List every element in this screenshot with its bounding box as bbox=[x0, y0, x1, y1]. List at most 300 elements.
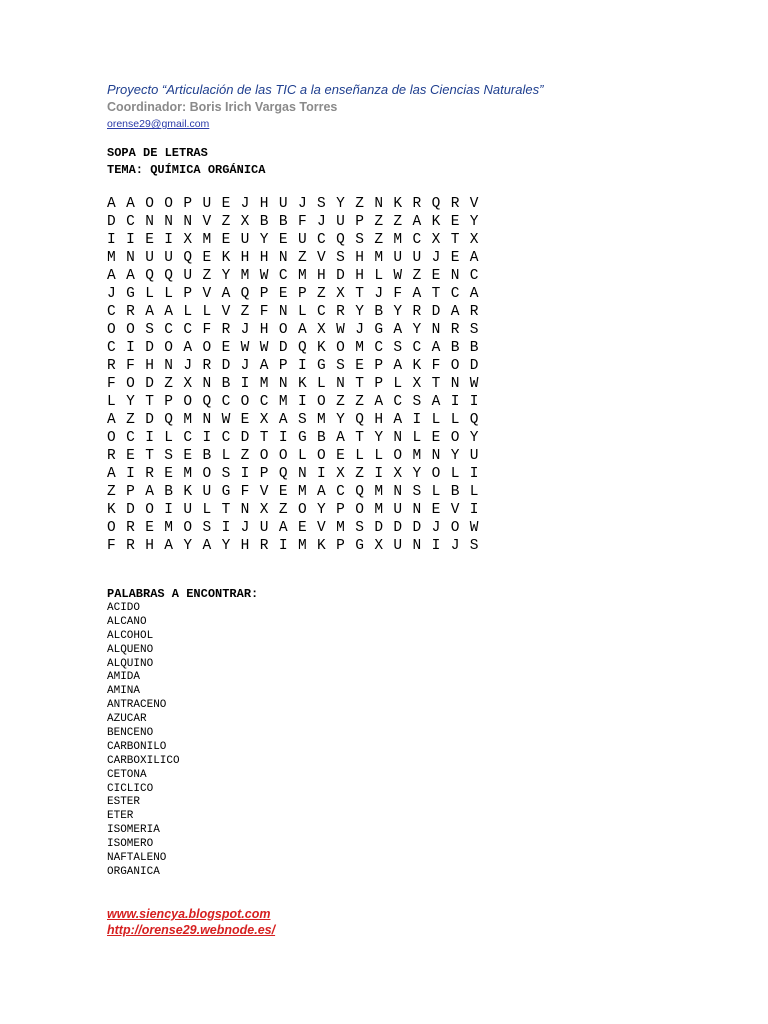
grid-cell: T bbox=[431, 376, 441, 392]
grid-cell: M bbox=[297, 484, 307, 500]
grid-row bbox=[107, 536, 489, 554]
grid-cell: U bbox=[145, 250, 154, 266]
grid-cell: F bbox=[107, 376, 116, 392]
grid-cell: U bbox=[469, 448, 479, 464]
email-link[interactable]: orense29@gmail.com bbox=[107, 118, 210, 130]
grid-cell: K bbox=[317, 538, 326, 554]
grid-cell: N bbox=[336, 376, 345, 392]
grid-cell: T bbox=[355, 376, 364, 392]
grid-cell: C bbox=[412, 232, 422, 248]
list-item: AZUCAR bbox=[107, 713, 147, 726]
grid-row bbox=[107, 338, 489, 356]
grid-cell: N bbox=[164, 358, 173, 374]
grid-cell: A bbox=[107, 268, 116, 284]
grid-cell: R bbox=[450, 322, 460, 338]
grid-cell: E bbox=[336, 448, 345, 464]
grid-cell: Y bbox=[183, 538, 193, 554]
grid-cell: Q bbox=[431, 196, 441, 212]
grid-row bbox=[107, 356, 489, 374]
grid-cell: U bbox=[297, 232, 307, 248]
grid-cell: X bbox=[183, 376, 193, 392]
grid-cell: W bbox=[393, 268, 403, 284]
grid-cell: E bbox=[278, 232, 288, 248]
grid-row bbox=[107, 320, 489, 338]
grid-cell: I bbox=[297, 394, 307, 410]
grid-cell: U bbox=[183, 502, 193, 518]
grid-cell: E bbox=[145, 520, 154, 536]
grid-cell: W bbox=[469, 520, 479, 536]
grid-cell: U bbox=[183, 268, 193, 284]
grid-cell: M bbox=[202, 232, 212, 248]
grid-cell: J bbox=[450, 538, 460, 554]
grid-cell: C bbox=[278, 268, 288, 284]
grid-cell: O bbox=[183, 520, 193, 536]
grid-cell: V bbox=[259, 484, 269, 500]
list-item: ETER bbox=[107, 810, 134, 823]
grid-cell: A bbox=[469, 286, 479, 302]
grid-cell: X bbox=[336, 466, 345, 482]
grid-cell: N bbox=[278, 376, 288, 392]
grid-cell: I bbox=[374, 466, 384, 482]
grid-cell: A bbox=[431, 394, 441, 410]
grid-cell: H bbox=[240, 538, 250, 554]
grid-cell: E bbox=[355, 358, 364, 374]
grid-cell: O bbox=[393, 448, 403, 464]
grid-cell: S bbox=[297, 412, 307, 428]
grid-cell: Q bbox=[164, 268, 173, 284]
grid-cell: L bbox=[164, 286, 173, 302]
grid-cell: U bbox=[393, 502, 403, 518]
grid-cell: I bbox=[297, 358, 307, 374]
grid-cell: E bbox=[240, 412, 250, 428]
grid-cell: O bbox=[240, 394, 250, 410]
grid-cell: Y bbox=[469, 214, 479, 230]
grid-cell: X bbox=[259, 412, 269, 428]
grid-cell: E bbox=[164, 466, 173, 482]
grid-cell: R bbox=[107, 358, 116, 374]
grid-cell: H bbox=[355, 250, 364, 266]
grid-cell: X bbox=[336, 286, 345, 302]
grid-cell: V bbox=[221, 304, 231, 320]
grid-cell: X bbox=[240, 214, 250, 230]
grid-cell: Z bbox=[164, 376, 173, 392]
grid-cell: I bbox=[107, 232, 116, 248]
grid-cell: Q bbox=[355, 412, 364, 428]
grid-cell: S bbox=[412, 484, 422, 500]
list-item: ALQUINO bbox=[107, 657, 154, 670]
grid-cell: G bbox=[374, 322, 384, 338]
grid-cell: B bbox=[450, 340, 460, 356]
grid-cell: U bbox=[393, 538, 403, 554]
grid-cell: L bbox=[431, 412, 441, 428]
grid-cell: G bbox=[317, 358, 326, 374]
grid-cell: J bbox=[431, 520, 441, 536]
grid-cell: O bbox=[431, 466, 441, 482]
grid-cell: M bbox=[183, 466, 193, 482]
grid-cell: K bbox=[297, 376, 307, 392]
grid-cell: N bbox=[450, 376, 460, 392]
grid-cell: C bbox=[393, 394, 403, 410]
grid-cell: Z bbox=[374, 214, 384, 230]
grid-row bbox=[107, 248, 489, 266]
grid-cell: K bbox=[317, 340, 326, 356]
grid-cell: Y bbox=[259, 232, 269, 248]
grid-cell: G bbox=[126, 286, 135, 302]
list-item: ANTRACENO bbox=[107, 699, 167, 712]
grid-cell: D bbox=[221, 358, 231, 374]
grid-cell: Q bbox=[278, 466, 288, 482]
grid-cell: P bbox=[183, 286, 193, 302]
grid-cell: J bbox=[240, 358, 250, 374]
grid-cell: Z bbox=[355, 394, 364, 410]
grid-cell: O bbox=[126, 376, 135, 392]
grid-cell: K bbox=[431, 214, 441, 230]
grid-cell: M bbox=[374, 484, 384, 500]
grid-cell: A bbox=[259, 358, 269, 374]
words-heading: PALABRAS A ENCONTRAR: bbox=[107, 587, 259, 601]
grid-cell: A bbox=[126, 196, 135, 212]
grid-cell: R bbox=[221, 322, 231, 338]
grid-cell: I bbox=[412, 412, 422, 428]
grid-cell: S bbox=[336, 250, 345, 266]
grid-cell: W bbox=[240, 340, 250, 356]
grid-cell: I bbox=[431, 538, 441, 554]
grid-cell: X bbox=[259, 502, 269, 518]
grid-cell: N bbox=[278, 250, 288, 266]
grid-cell: L bbox=[431, 484, 441, 500]
webnode-link[interactable]: http://orense29.webnode.es/ bbox=[107, 923, 276, 937]
grid-cell: W bbox=[259, 340, 269, 356]
grid-cell: A bbox=[317, 484, 326, 500]
grid-cell: Y bbox=[469, 430, 479, 446]
grid-cell: F bbox=[393, 286, 403, 302]
grid-cell: Z bbox=[126, 412, 135, 428]
grid-cell: J bbox=[355, 322, 364, 338]
grid-cell: M bbox=[297, 538, 307, 554]
grid-cell: U bbox=[164, 250, 173, 266]
project-title: Proyecto “Articulación de las TIC a la enseñanza de las Ciencias Naturales” bbox=[107, 82, 544, 97]
grid-cell: O bbox=[450, 430, 460, 446]
grid-cell: I bbox=[317, 466, 326, 482]
grid-cell: Q bbox=[469, 412, 479, 428]
grid-row bbox=[107, 266, 489, 284]
grid-cell: D bbox=[374, 520, 384, 536]
grid-cell: D bbox=[240, 430, 250, 446]
grid-cell: N bbox=[164, 214, 173, 230]
list-item: ISOMERIA bbox=[107, 824, 160, 837]
grid-cell: I bbox=[164, 232, 173, 248]
grid-cell: V bbox=[450, 502, 460, 518]
grid-cell: A bbox=[164, 304, 173, 320]
grid-cell: G bbox=[355, 538, 364, 554]
grid-cell: N bbox=[126, 250, 135, 266]
grid-cell: Y bbox=[221, 268, 231, 284]
grid-cell: D bbox=[145, 412, 154, 428]
grid-cell: I bbox=[450, 394, 460, 410]
letter-grid bbox=[107, 194, 489, 554]
grid-row bbox=[107, 230, 489, 248]
grid-cell: Q bbox=[336, 232, 345, 248]
grid-cell: A bbox=[164, 538, 173, 554]
grid-cell: S bbox=[412, 394, 422, 410]
grid-cell: N bbox=[202, 412, 212, 428]
grid-cell: X bbox=[183, 232, 193, 248]
grid-cell: M bbox=[412, 448, 422, 464]
grid-cell: A bbox=[202, 538, 212, 554]
grid-cell: Z bbox=[374, 232, 384, 248]
grid-row bbox=[107, 212, 489, 230]
grid-cell: F bbox=[107, 538, 116, 554]
grid-cell: N bbox=[450, 268, 460, 284]
grid-cell: O bbox=[202, 340, 212, 356]
grid-cell: N bbox=[393, 484, 403, 500]
grid-cell: O bbox=[202, 466, 212, 482]
grid-cell: J bbox=[240, 196, 250, 212]
grid-cell: N bbox=[431, 322, 441, 338]
grid-cell: K bbox=[107, 502, 116, 518]
grid-cell: O bbox=[259, 448, 269, 464]
grid-cell: I bbox=[469, 394, 479, 410]
grid-cell: P bbox=[164, 394, 173, 410]
grid-cell: Q bbox=[183, 250, 193, 266]
grid-cell: H bbox=[145, 538, 154, 554]
list-item: BENCENO bbox=[107, 727, 154, 740]
grid-cell: R bbox=[450, 196, 460, 212]
grid-cell: L bbox=[355, 448, 364, 464]
grid-cell: M bbox=[374, 502, 384, 518]
grid-cell: C bbox=[259, 394, 269, 410]
blog-link[interactable]: www.siencya.blogspot.com bbox=[107, 907, 271, 921]
grid-cell: P bbox=[259, 286, 269, 302]
grid-cell: M bbox=[183, 412, 193, 428]
grid-cell: I bbox=[240, 376, 250, 392]
grid-cell: E bbox=[202, 250, 212, 266]
grid-cell: T bbox=[355, 286, 364, 302]
grid-cell: P bbox=[126, 484, 135, 500]
grid-cell: J bbox=[374, 286, 384, 302]
grid-cell: W bbox=[221, 412, 231, 428]
grid-cell: Y bbox=[450, 448, 460, 464]
grid-cell: O bbox=[183, 394, 193, 410]
grid-cell: S bbox=[469, 538, 479, 554]
grid-cell: F bbox=[126, 358, 135, 374]
grid-cell: I bbox=[126, 340, 135, 356]
grid-cell: I bbox=[469, 466, 479, 482]
grid-cell: V bbox=[202, 214, 212, 230]
grid-row bbox=[107, 374, 489, 392]
grid-cell: M bbox=[374, 250, 384, 266]
grid-cell: O bbox=[164, 196, 173, 212]
grid-cell: Y bbox=[412, 466, 422, 482]
grid-cell: X bbox=[317, 322, 326, 338]
grid-row bbox=[107, 518, 489, 536]
grid-cell: Q bbox=[355, 484, 364, 500]
grid-cell: Z bbox=[107, 484, 116, 500]
grid-cell: L bbox=[469, 484, 479, 500]
grid-cell: C bbox=[374, 340, 384, 356]
grid-cell: E bbox=[278, 286, 288, 302]
puzzle-title: SOPA DE LETRAS bbox=[107, 146, 208, 160]
grid-cell: J bbox=[183, 358, 193, 374]
grid-cell: A bbox=[278, 520, 288, 536]
grid-cell: Z bbox=[317, 286, 326, 302]
grid-cell: T bbox=[145, 448, 154, 464]
grid-cell: C bbox=[107, 304, 116, 320]
grid-cell: P bbox=[336, 502, 345, 518]
grid-cell: L bbox=[450, 466, 460, 482]
grid-cell: Z bbox=[336, 394, 345, 410]
grid-cell: N bbox=[374, 196, 384, 212]
grid-cell: T bbox=[450, 232, 460, 248]
grid-cell: L bbox=[183, 304, 193, 320]
grid-cell: R bbox=[107, 448, 116, 464]
grid-cell: T bbox=[355, 430, 364, 446]
grid-cell: I bbox=[278, 430, 288, 446]
grid-cell: X bbox=[431, 232, 441, 248]
grid-cell: S bbox=[393, 340, 403, 356]
list-item: ALCOHOL bbox=[107, 629, 154, 642]
grid-cell: P bbox=[336, 538, 345, 554]
grid-cell: L bbox=[374, 448, 384, 464]
grid-cell: I bbox=[126, 466, 135, 482]
grid-cell: E bbox=[221, 340, 231, 356]
grid-cell: K bbox=[412, 358, 422, 374]
grid-cell: H bbox=[259, 322, 269, 338]
grid-cell: C bbox=[450, 286, 460, 302]
grid-row bbox=[107, 410, 489, 428]
grid-cell: C bbox=[469, 268, 479, 284]
grid-cell: S bbox=[469, 322, 479, 338]
grid-cell: T bbox=[431, 286, 441, 302]
grid-cell: Y bbox=[336, 196, 345, 212]
grid-cell: R bbox=[469, 304, 479, 320]
grid-cell: L bbox=[164, 430, 173, 446]
grid-cell: S bbox=[317, 196, 326, 212]
grid-cell: S bbox=[336, 358, 345, 374]
grid-cell: W bbox=[259, 268, 269, 284]
grid-cell: Y bbox=[412, 322, 422, 338]
grid-cell: U bbox=[412, 250, 422, 266]
grid-cell: H bbox=[259, 196, 269, 212]
grid-row bbox=[107, 482, 489, 500]
grid-cell: C bbox=[317, 232, 326, 248]
grid-cell: W bbox=[336, 322, 345, 338]
grid-cell: L bbox=[145, 286, 154, 302]
grid-cell: C bbox=[183, 430, 193, 446]
grid-cell: B bbox=[202, 448, 212, 464]
grid-cell: L bbox=[450, 412, 460, 428]
grid-cell: X bbox=[412, 376, 422, 392]
grid-cell: H bbox=[374, 412, 384, 428]
grid-row bbox=[107, 500, 489, 518]
grid-cell: E bbox=[221, 196, 231, 212]
grid-cell: M bbox=[336, 520, 345, 536]
grid-cell: A bbox=[183, 340, 193, 356]
grid-cell: J bbox=[431, 250, 441, 266]
grid-cell: D bbox=[145, 376, 154, 392]
list-item: ESTER bbox=[107, 796, 141, 809]
grid-cell: E bbox=[183, 448, 193, 464]
grid-cell: Z bbox=[221, 214, 231, 230]
grid-cell: L bbox=[107, 394, 116, 410]
grid-cell: K bbox=[393, 196, 403, 212]
grid-row bbox=[107, 428, 489, 446]
list-item: ORGANICA bbox=[107, 865, 160, 878]
grid-cell: E bbox=[278, 484, 288, 500]
grid-cell: O bbox=[278, 448, 288, 464]
grid-cell: N bbox=[393, 430, 403, 446]
grid-cell: K bbox=[183, 484, 193, 500]
grid-cell: A bbox=[107, 412, 116, 428]
grid-cell: S bbox=[355, 520, 364, 536]
grid-cell: D bbox=[126, 502, 135, 518]
grid-cell: C bbox=[317, 304, 326, 320]
grid-cell: C bbox=[126, 214, 135, 230]
grid-cell: O bbox=[450, 358, 460, 374]
grid-cell: E bbox=[431, 430, 441, 446]
grid-cell: D bbox=[145, 340, 154, 356]
grid-cell: A bbox=[393, 358, 403, 374]
grid-cell: Y bbox=[355, 304, 364, 320]
grid-cell: C bbox=[107, 340, 116, 356]
grid-cell: P bbox=[297, 286, 307, 302]
grid-cell: Z bbox=[297, 250, 307, 266]
grid-cell: B bbox=[317, 430, 326, 446]
grid-cell: X bbox=[469, 232, 479, 248]
grid-cell: Y bbox=[393, 304, 403, 320]
grid-cell: M bbox=[355, 340, 364, 356]
grid-cell: L bbox=[412, 430, 422, 446]
grid-cell: A bbox=[107, 196, 116, 212]
grid-cell: C bbox=[164, 322, 173, 338]
grid-cell: Z bbox=[278, 502, 288, 518]
grid-cell: Z bbox=[412, 268, 422, 284]
grid-cell: F bbox=[240, 484, 250, 500]
grid-row bbox=[107, 464, 489, 482]
grid-row bbox=[107, 284, 489, 302]
grid-cell: R bbox=[126, 538, 135, 554]
grid-cell: A bbox=[412, 286, 422, 302]
grid-cell: D bbox=[469, 358, 479, 374]
grid-cell: P bbox=[278, 358, 288, 374]
grid-cell: R bbox=[259, 538, 269, 554]
grid-cell: O bbox=[355, 502, 364, 518]
grid-cell: A bbox=[336, 430, 345, 446]
grid-cell: C bbox=[221, 430, 231, 446]
grid-cell: N bbox=[297, 466, 307, 482]
list-item: CARBONILO bbox=[107, 740, 167, 753]
grid-cell: D bbox=[393, 520, 403, 536]
grid-cell: X bbox=[374, 538, 384, 554]
grid-cell: M bbox=[297, 268, 307, 284]
grid-cell: A bbox=[393, 322, 403, 338]
grid-cell: Z bbox=[355, 196, 364, 212]
grid-cell: O bbox=[317, 448, 326, 464]
grid-cell: S bbox=[355, 232, 364, 248]
grid-cell: L bbox=[221, 448, 231, 464]
grid-cell: H bbox=[145, 358, 154, 374]
grid-cell: D bbox=[336, 268, 345, 284]
list-item: CETONA bbox=[107, 768, 147, 781]
grid-row bbox=[107, 194, 489, 212]
grid-cell: U bbox=[259, 520, 269, 536]
grid-cell: R bbox=[202, 358, 212, 374]
grid-cell: H bbox=[240, 250, 250, 266]
grid-cell: O bbox=[145, 502, 154, 518]
grid-cell: I bbox=[145, 430, 154, 446]
grid-cell: G bbox=[221, 484, 231, 500]
grid-cell: J bbox=[297, 196, 307, 212]
